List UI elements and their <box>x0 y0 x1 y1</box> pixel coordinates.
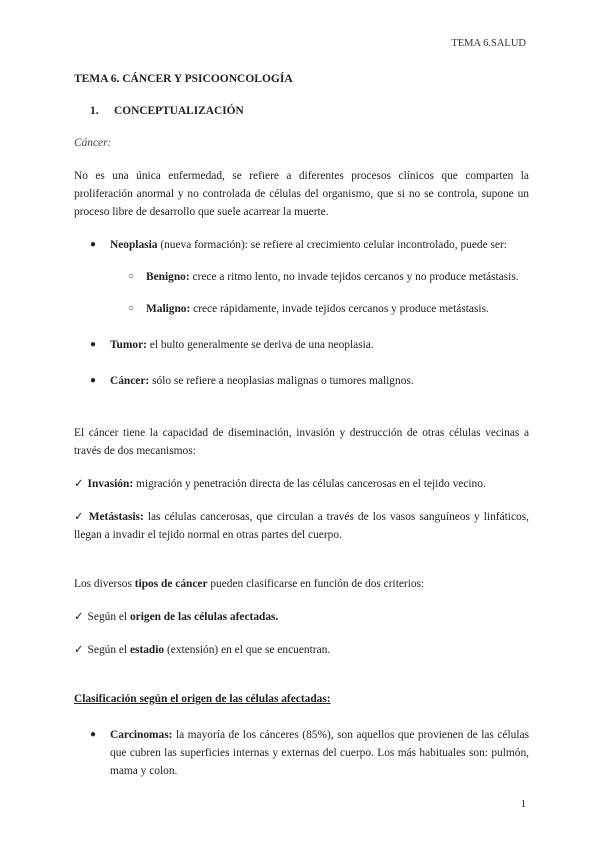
origin-bold: origen de las células afectadas. <box>129 611 279 623</box>
classification-list <box>74 726 529 780</box>
section-heading <box>90 102 529 120</box>
text-tumor: el bulto generalmente se deriva de una neoplasia. <box>146 339 374 351</box>
text-metastasis: las células cancerosas, que circulan a través de los vasos sanguíneos y linfáticos, llegan a invadir el tejido normal en otras partes del cuerpo. <box>74 511 529 541</box>
spacer <box>74 674 529 690</box>
term-carcinomas: Carcinomas: <box>110 729 173 741</box>
term-neoplasia: Neoplasia <box>110 239 158 251</box>
text-maligno: crece rápidamente, invade tejidos cercanos y produce metástasis. <box>190 303 489 315</box>
text-neoplasia: (nueva formación): se refiere al crecimiento celular incontrolado, puede ser: <box>157 239 507 251</box>
list-item-cancer <box>74 372 529 390</box>
term-metastasis: Metástasis: <box>88 511 144 523</box>
section-number: 1. <box>90 105 99 117</box>
definition-paragraph: No es una única enfermedad, se refiere a diferentes procesos clínicos que comparten la proliferación anormal y no controlada de células del organismo, que si no se controla, supone un proceso libre de desarrollo que suele acarrear la muerte. <box>74 170 529 218</box>
section-label: CONCEPTUALIZACIÓN <box>114 105 244 117</box>
list-item-maligno <box>110 300 529 318</box>
text-invasion: migración y penetración directa de las células cancerosas en el tejido vecino. <box>133 478 486 490</box>
mechanism-metastasis <box>74 508 529 544</box>
stage-bold: estadio <box>129 644 165 656</box>
list-item-benigno <box>110 268 529 286</box>
term-cancer: Cáncer: <box>110 375 150 387</box>
term-invasion: Invasión: <box>87 478 134 490</box>
bullet-icon: ● <box>90 339 97 350</box>
circle-bullet-icon: ○ <box>128 303 135 314</box>
running-header: TEMA 6.SALUD <box>451 38 526 49</box>
classification-heading: Clasificación según el origen de las células afectadas: <box>74 693 331 705</box>
list-item-tumor <box>74 336 529 354</box>
list-item-carcinomas <box>74 726 529 780</box>
definitions-list <box>74 236 529 390</box>
check-icon: ✓ <box>74 611 84 623</box>
term-benigno: Benigno: <box>146 271 190 283</box>
origin-before: Según el <box>87 611 130 623</box>
stage-before: Según el <box>87 644 130 656</box>
spacer <box>74 559 529 575</box>
page-number: 1 <box>520 799 526 810</box>
bullet-icon: ● <box>90 729 97 740</box>
criterion-origin <box>74 608 529 626</box>
dissemination-paragraph: El cáncer tiene la capacidad de diseminación, invasión y destrucción de otras células vecinas a través de dos mecanismos: <box>74 427 529 457</box>
bullet-icon: ● <box>90 239 97 250</box>
spacer <box>74 408 529 424</box>
text-cancer: sólo se refiere a neoplasias malignas o tumores malignos. <box>149 375 414 387</box>
check-icon: ✓ <box>74 511 85 523</box>
types-after: pueden clasificarse en función de dos criterios: <box>207 578 425 590</box>
mechanism-invasion <box>74 475 529 493</box>
criterion-stage <box>74 641 529 659</box>
bullet-icon: ● <box>90 375 97 386</box>
term-maligno: Maligno: <box>146 303 191 315</box>
circle-bullet-icon: ○ <box>128 271 135 282</box>
definition-label: Cáncer: <box>74 137 112 149</box>
types-paragraph <box>74 575 529 593</box>
stage-after: (extensión) en el que se encuentran. <box>164 644 331 656</box>
types-before: Los diversos <box>74 578 135 590</box>
term-tumor: Tumor: <box>110 339 147 351</box>
list-item-neoplasia <box>74 236 529 318</box>
text-benigno: crece a ritmo lento, no invade tejidos cercanos y no produce metástasis. <box>189 271 519 283</box>
types-bold: tipos de cáncer <box>134 578 208 590</box>
check-icon: ✓ <box>74 644 84 656</box>
neoplasia-sublist <box>110 268 529 318</box>
text-carcinomas: la mayoría de los cánceres (85%), son aquellos que provienen de las células que cubren las superficies internas y externas del cuerpo. Los más habituales son: pulmón, mama y colon. <box>110 729 529 777</box>
check-icon: ✓ <box>74 478 84 490</box>
page-content <box>74 70 529 798</box>
document-title: TEMA 6. CÁNCER Y PSICOONCOLOGÍA <box>74 73 293 85</box>
